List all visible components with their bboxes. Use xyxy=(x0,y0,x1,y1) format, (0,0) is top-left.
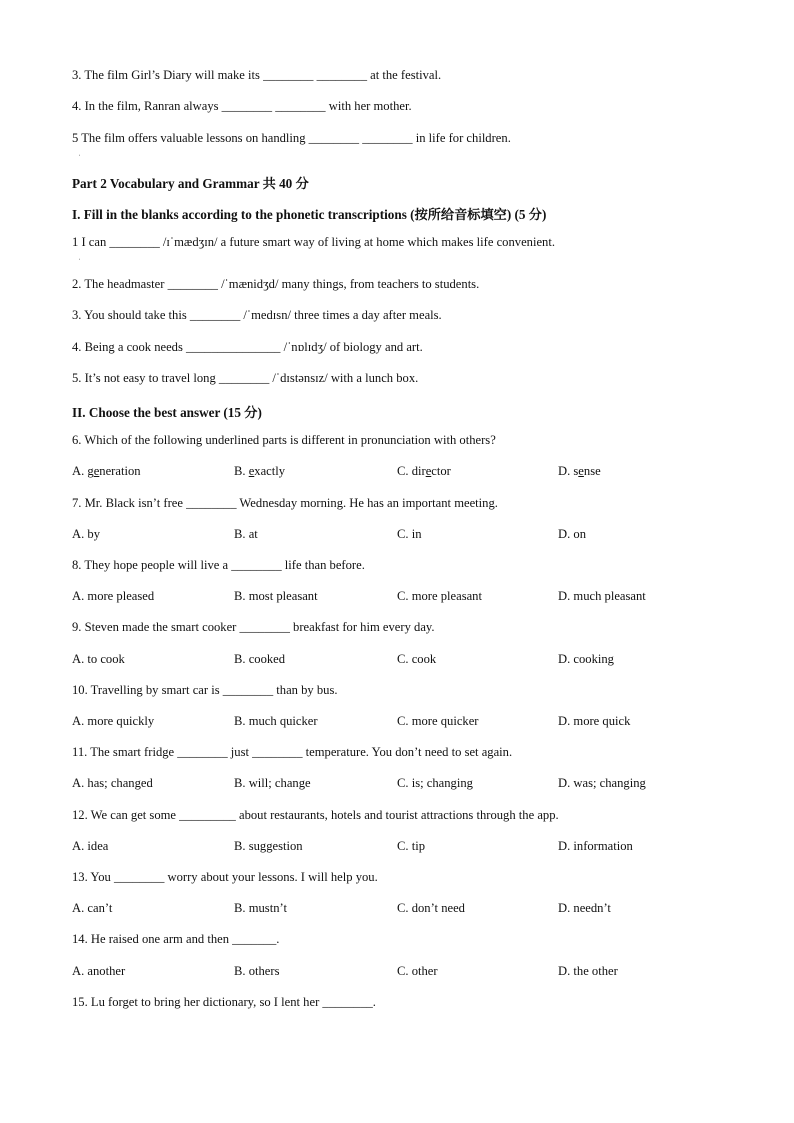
question-14: 14. He raised one arm and then _______. xyxy=(72,932,280,946)
q8-option-a: A. more pleased xyxy=(72,589,155,603)
question-8: 8. They hope people will live a ________ life than before. xyxy=(72,558,365,572)
q9-option-d: D. cooking xyxy=(558,652,614,666)
q9-option-c: C. cook xyxy=(397,652,437,666)
q8-option-c: C. more pleasant xyxy=(397,589,482,603)
question-9: 9. Steven made the smart cooker ________ breakfast for him every day. xyxy=(72,620,435,634)
part2-heading: Part 2 Vocabulary and Grammar 共 40 分 xyxy=(72,176,309,191)
q13-option-c: C. don’t need xyxy=(397,901,465,915)
q12-option-c: C. tip xyxy=(397,839,425,853)
section1-heading: I. Fill in the blanks according to the phonetic transcriptions (按所给音标填空) (5 分) xyxy=(72,207,547,222)
q6-option-a: A. generation xyxy=(72,464,141,478)
question-12: 12. We can get some _________ about restaurants, hotels and tourist attractions through the app. xyxy=(72,808,559,822)
q11-option-d: D. was; changing xyxy=(558,776,646,790)
question-15: 15. Lu forget to bring her dictionary, so I lent her ________. xyxy=(72,995,376,1009)
q6-option-d: D. sense xyxy=(558,464,601,478)
phonetic-question-2: 2. The headmaster ________ /ˈmænidʒd/ many things, from teachers to students. xyxy=(72,277,480,291)
question-3-film: 3. The film Girl’s Diary will make its ________ ________ at the festival. xyxy=(72,68,442,82)
question-10: 10. Travelling by smart car is ________ than by bus. xyxy=(72,683,338,697)
stray-mark: ˌ xyxy=(78,147,81,156)
q13-option-a: A. can’t xyxy=(72,901,113,915)
q6-option-b: B. exactly xyxy=(234,464,286,478)
q8-option-d: D. much pleasant xyxy=(558,589,646,603)
section2-heading: II. Choose the best answer (15 分) xyxy=(72,405,262,420)
q12-option-a: A. idea xyxy=(72,839,109,853)
q14-option-a: A. another xyxy=(72,964,126,978)
phonetic-question-3: 3. You should take this ________ /ˈmedɪsn/ three times a day after meals. xyxy=(72,308,442,322)
q9-option-a: A. to cook xyxy=(72,652,125,666)
q11-option-b: B. will; change xyxy=(234,776,311,790)
question-4-film: 4. In the film, Ranran always ________ ________ with her mother. xyxy=(72,99,412,113)
phonetic-question-1: 1 I can ________ /ɪˈmædʒɪn/ a future smart way of living at home which makes life convenient. xyxy=(72,235,555,249)
question-7: 7. Mr. Black isn’t free ________ Wednesday morning. He has an important meeting. xyxy=(72,496,498,510)
q14-option-c: C. other xyxy=(397,964,438,978)
q10-option-c: C. more quicker xyxy=(397,714,479,728)
q7-option-b: B. at xyxy=(234,527,258,541)
q14-option-d: D. the other xyxy=(558,964,618,978)
question-5-film: 5 The film offers valuable lessons on handling ________ ________ in life for children. xyxy=(72,131,511,145)
q12-option-b: B. suggestion xyxy=(234,839,303,853)
q12-option-d: D. information xyxy=(558,839,633,853)
q11-option-c: C. is; changing xyxy=(397,776,473,790)
question-6: 6. Which of the following underlined parts is different in pronunciation with others? xyxy=(72,433,496,447)
q8-option-b: B. most pleasant xyxy=(234,589,318,603)
q13-option-b: B. mustn’t xyxy=(234,901,287,915)
q13-option-d: D. needn’t xyxy=(558,901,611,915)
question-13: 13. You ________ worry about your lessons. I will help you. xyxy=(72,870,378,884)
q9-option-b: B. cooked xyxy=(234,652,286,666)
stray-mark: ˌ xyxy=(78,251,81,260)
question-11: 11. The smart fridge ________ just ________ temperature. You don’t need to set again. xyxy=(72,745,513,759)
q7-option-c: C. in xyxy=(397,527,422,541)
q10-option-a: A. more quickly xyxy=(72,714,155,728)
phonetic-question-4: 4. Being a cook needs _______________ /ˈnɒlɪdʒ/ of biology and art. xyxy=(72,340,423,354)
q10-option-b: B. much quicker xyxy=(234,714,318,728)
q11-option-a: A. has; changed xyxy=(72,776,153,790)
q6-option-c: C. director xyxy=(397,464,451,478)
q14-option-b: B. others xyxy=(234,964,280,978)
q10-option-d: D. more quick xyxy=(558,714,631,728)
phonetic-question-5: 5. It’s not easy to travel long ________ /ˈdɪstənsɪz/ with a lunch box. xyxy=(72,371,419,385)
q7-option-a: A. by xyxy=(72,527,100,541)
q7-option-d: D. on xyxy=(558,527,586,541)
